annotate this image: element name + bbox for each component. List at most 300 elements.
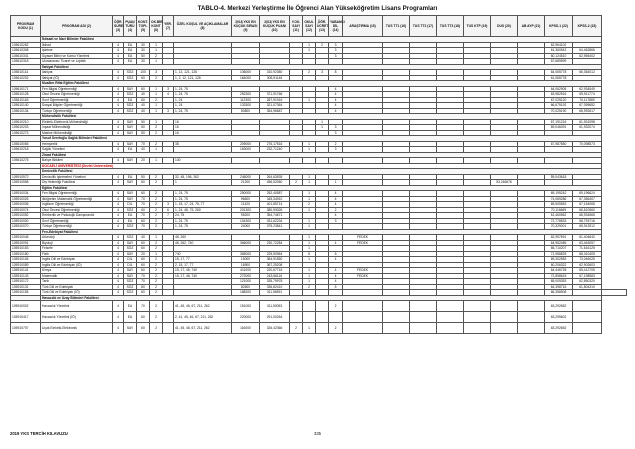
table-cell: 2 <box>316 42 329 48</box>
table-cell: EA <box>124 301 137 312</box>
table-cell: SÖZ <box>124 235 137 241</box>
table-cell: 100 <box>137 70 150 76</box>
table-cell: 151000 <box>232 301 260 312</box>
table-cell: 2 <box>150 213 163 219</box>
table-cell: 105610275 <box>11 158 41 164</box>
table-cell: 105610341 <box>11 53 41 59</box>
table-cell: 16 <box>174 130 232 136</box>
table-cell: 4 <box>113 202 124 208</box>
section-title: Havacılık ve Uzay Bilimleri Fakültesi <box>41 295 602 301</box>
table-cell: 243,66116 <box>260 273 290 279</box>
column-header: ÖĞR. ÜCRET (13) <box>316 16 329 37</box>
table-cell: 740 <box>174 251 232 257</box>
table-cell: 105610171 <box>11 86 41 92</box>
table-cell: 16 <box>174 125 232 131</box>
section-title: İktisadi ve İdari Bilimler Fakültesi <box>41 37 602 43</box>
table-cell: 82600 <box>232 284 260 290</box>
column-header: KONT. TOPL (5) <box>137 16 150 37</box>
table-cell: 2 <box>303 284 316 290</box>
table-cell: 105910180 <box>11 251 41 257</box>
table-cell: 1 <box>303 235 316 241</box>
table-cell: 2 <box>150 180 163 186</box>
table-cell: İnşaat Mühendisliği <box>41 125 113 131</box>
table-cell: 2 <box>150 202 163 208</box>
table-cell: 61,932074 <box>573 125 602 131</box>
table-cell: 4 <box>113 147 124 153</box>
table-cell: 164000 <box>232 75 260 81</box>
table-cell <box>573 312 602 323</box>
column-header: TUS TT1 (16) <box>383 16 410 37</box>
table-cell: 60 <box>137 75 150 81</box>
table-cell: 80 <box>137 284 150 290</box>
table-cell: 30 <box>137 48 150 54</box>
table-cell: 4 <box>163 92 174 98</box>
table-cell: 30 <box>137 42 150 48</box>
table-cell: 3 <box>150 70 163 76</box>
table-cell: 105910052 <box>11 213 41 219</box>
table-cell: 41, 45, 46, 67, 211, 262 <box>174 323 232 334</box>
table-cell: 15, 17, 77 <box>174 257 232 263</box>
table-cell: 1 <box>303 174 316 180</box>
table-row <box>11 312 627 323</box>
table-cell: 69,046491 <box>545 125 573 131</box>
table-cell: 4 <box>113 103 124 109</box>
table-cell: İlköğretim Matematik Öğretmenliği <box>41 196 113 202</box>
table-cell: 371,91766 <box>260 92 290 98</box>
table-cell: Sınıf Öğretmenliği <box>41 218 113 224</box>
table-cell: 105910046 <box>11 235 41 241</box>
table-cell: Havacılık Yönetimi <box>41 301 113 312</box>
table-cell: 105910074 <box>11 207 41 213</box>
table-cell: 3 <box>329 125 343 131</box>
table-cell: 1, 24, 75 <box>174 108 232 114</box>
column-header: TUS TT2 (17) <box>410 16 437 37</box>
table-cell: 69,505553 <box>545 202 573 208</box>
table-cell: 60,206322 <box>545 262 573 268</box>
table-cell: 1 <box>316 125 329 131</box>
table-cell <box>303 312 316 323</box>
table-cell: 1 <box>174 180 232 186</box>
table-cell: 11420 <box>232 202 260 208</box>
table-cell: 4 <box>113 48 124 54</box>
table-cell: 74,069286 <box>545 196 573 202</box>
table-cell <box>303 301 316 312</box>
table-cell: 60 <box>137 191 150 197</box>
table-cell: 163000 <box>232 147 260 153</box>
table-cell: 60 <box>137 323 150 334</box>
table-cell: 209000 <box>232 141 260 147</box>
column-header: ÖZEL KOŞUL VE AÇIKLAMALAR (8) <box>174 16 232 37</box>
column-header: OK.BİR. KONT (6) <box>150 16 163 37</box>
table-cell: 105910572 <box>11 174 41 180</box>
table-cell: 4 <box>113 279 124 285</box>
table-cell: 68,310405 <box>573 251 602 257</box>
table-cell: 70,025190 <box>545 108 573 114</box>
table-cell: 335,79978 <box>260 279 290 285</box>
table-cell: 4 <box>113 125 124 131</box>
table-cell: SAY <box>124 196 137 202</box>
table-cell: 70 <box>137 279 150 285</box>
table-cell: 105910000 <box>11 218 41 224</box>
table-cell <box>383 323 410 334</box>
section-title: Yusuf Serefoğlu Sağlık Bilimleri Fakültesi <box>41 136 602 142</box>
table-cell: 4 <box>113 180 124 186</box>
table-cell: 4 <box>113 59 124 65</box>
table-cell: 2 <box>150 218 163 224</box>
table-cell: 384,91550 <box>260 257 290 263</box>
table-cell: 3 <box>163 108 174 114</box>
table-cell: 72,898615 <box>545 273 573 279</box>
table-cell: 70 <box>137 213 150 219</box>
table-cell: 60 <box>137 207 150 213</box>
table-cell: 1, 15, 17, 24, 75, 77 <box>174 202 232 208</box>
table-cell: SÖZ <box>124 290 137 296</box>
table-cell: 40 <box>137 108 150 114</box>
table-cell: 116000 <box>232 323 260 334</box>
table-cell: 1 <box>303 279 316 285</box>
table-cell: 105610203 <box>11 125 41 131</box>
table-cell: Sınıf Öğretmenliği <box>41 97 113 103</box>
table-cell <box>343 323 383 334</box>
table-cell: 15000 <box>232 257 260 263</box>
table-cell: 4 <box>113 70 124 76</box>
table-cell: 4 <box>329 273 343 279</box>
table-cell: 1 <box>150 235 163 241</box>
table-cell: 4 <box>113 218 124 224</box>
table-cell: İşletme <box>41 48 113 54</box>
table-cell: 1 <box>303 218 316 224</box>
table-cell: 30 <box>137 59 150 65</box>
table-cell: 65,009353 <box>545 279 573 285</box>
column-header: TUS TT3 (18) <box>437 16 464 37</box>
table-cell: 3 <box>163 202 174 208</box>
table-cell: 65,710207 <box>545 246 573 252</box>
table-cell: SÖZ <box>124 224 137 230</box>
table-cell: 2 <box>150 196 163 202</box>
table-cell: 2 <box>150 75 163 81</box>
table-cell: SÖZ <box>124 246 137 252</box>
table-cell: 1, 12, 121, 126 <box>174 70 232 76</box>
table-cell: 16 <box>174 119 232 125</box>
table-cell: 4 <box>113 312 124 323</box>
table-cell: EA <box>124 59 137 65</box>
table-cell: 2 <box>150 279 163 285</box>
table-cell: SÖZ <box>124 70 137 76</box>
table-cell: Uluslararası Ticaret ve Lojistik <box>41 59 113 65</box>
table-cell: 2 <box>150 290 163 296</box>
table-cell: İngiliz Dili ve Edebiyatı <box>41 257 113 263</box>
table-cell: 15, 17, 46, 740 <box>174 273 232 279</box>
table-cell: 2 <box>150 191 163 197</box>
table-cell: 4 <box>113 174 124 180</box>
table-cell: 1, 24, 75 <box>174 224 232 230</box>
table-cell: 105910143 <box>11 273 41 279</box>
table-cell: 71,616125 <box>573 246 602 252</box>
table-cell: 276,17516 <box>260 141 290 147</box>
table-cell: SAY <box>124 180 137 186</box>
table-cell: 70 <box>137 301 150 312</box>
table-cell: 70,116669 <box>545 207 573 213</box>
table-cell: 105910070 <box>11 224 41 230</box>
table-cell <box>518 312 545 323</box>
table-cell: 68,793716 <box>573 218 602 224</box>
table-cell: 1 <box>303 224 316 230</box>
table-cell: 71,958825 <box>545 251 573 257</box>
table-cell <box>573 301 602 312</box>
table-cell: 2 <box>150 125 163 131</box>
table-cell: 50 <box>137 174 150 180</box>
table-cell: 67,356407 <box>573 196 602 202</box>
table-cell: 105910034 <box>11 191 41 197</box>
table-cell: 72,778833 <box>545 218 573 224</box>
table-cell: 70 <box>137 202 150 208</box>
table-cell: 1, 24 <box>174 97 232 103</box>
table-cell: Diş Hekimliği Fakültesi <box>41 180 113 186</box>
table-cell <box>518 323 545 334</box>
table-cell: 2 <box>329 301 343 312</box>
table-cell <box>437 312 464 323</box>
table-cell <box>343 301 383 312</box>
table-cell: 2, 41, 45, 46, 67, 211, 262 <box>174 312 232 323</box>
table-cell: 230,72284 <box>260 240 290 246</box>
table-cell: 4 <box>329 97 343 103</box>
table-cell: 1 <box>150 251 163 257</box>
table-cell: 252,40587 <box>260 191 290 197</box>
table-cell: 2 <box>150 262 163 268</box>
table-cell: SÖZ <box>124 92 137 98</box>
table-cell: 64,398716 <box>545 284 573 290</box>
table-cell: 1 <box>150 158 163 164</box>
table-cell: 69,911774 <box>573 92 602 98</box>
table-cell: EA <box>124 312 137 323</box>
table-cell <box>290 301 303 312</box>
table-cell: SAY <box>124 125 137 131</box>
table-cell <box>464 323 491 334</box>
table-cell <box>602 290 627 296</box>
table-cell: 46, 262, 740 <box>174 240 232 246</box>
table-cell: 366000 <box>232 240 260 246</box>
table-cell: 2 <box>150 207 163 213</box>
table-cell <box>491 301 518 312</box>
table-cell: 1 <box>150 119 163 125</box>
table-cell: 367,25208 <box>260 262 290 268</box>
table-cell: 50 <box>137 125 150 131</box>
table-cell: 64,062905 <box>545 86 573 92</box>
table-cell: SAY <box>124 251 137 257</box>
table-cell: 65,412705 <box>573 268 602 274</box>
section-title: Fen-Edebiyat Fakültesi <box>41 229 602 235</box>
table-cell <box>464 312 491 323</box>
table-cell: 4 <box>113 130 124 136</box>
column-header: PUAN TÜRÜ (4) <box>124 16 137 37</box>
table-cell: 2 <box>150 141 163 147</box>
table-cell: Siyaset Bilimi ve Kamu Yönetimi <box>41 53 113 59</box>
table-cell: 69,195242 <box>545 191 573 197</box>
table-cell: 1, 2, 12, 121, 126 <box>174 75 232 81</box>
table-cell: 67,154065 <box>573 202 602 208</box>
table-cell: 2 <box>150 240 163 246</box>
table-cell: 69,302583 <box>545 257 573 263</box>
table-cell: 305,91146 <box>260 75 290 81</box>
table-cell: Felsefe <box>41 246 113 252</box>
table-cell: 4 <box>113 196 124 202</box>
table-cell: 96600 <box>232 196 260 202</box>
table-cell: SAY <box>124 158 137 164</box>
table-cell: 60 <box>137 257 150 263</box>
table-cell: 232,71240 <box>260 147 290 153</box>
table-cell: 136000 <box>232 70 260 76</box>
table-cell: 67,987850 <box>545 141 573 147</box>
table-cell: 2 <box>150 130 163 136</box>
table-cell: 4 <box>329 103 343 109</box>
table-cell: 105910131 <box>11 284 41 290</box>
table-cell: 67,025120 <box>545 97 573 103</box>
table-cell: DİL <box>124 202 137 208</box>
table-cell: 105910153 <box>11 246 41 252</box>
table-cell: 1 <box>303 42 316 48</box>
table-cell: 15, 17, 46, 740 <box>174 268 232 274</box>
table-cell: 4 <box>329 191 343 197</box>
table-cell: 365000 <box>232 251 260 257</box>
table-cell: FEDEK <box>343 268 383 274</box>
table-cell: 401,55714 <box>260 202 290 208</box>
table-cell: 2 <box>303 202 316 208</box>
table-cell: 105610065 <box>11 141 41 147</box>
table-cell: 1 <box>150 147 163 153</box>
table-cell: SÖZ <box>124 207 137 213</box>
table-cell: 4 <box>113 251 124 257</box>
table-cell: 40 <box>137 103 150 109</box>
table-cell <box>410 312 437 323</box>
table-cell: Türk Dili ve Edebiyatı <box>41 284 113 290</box>
table-cell: 4 <box>113 119 124 125</box>
table-cell <box>410 323 437 334</box>
table-cell: 1 <box>303 257 316 263</box>
footer-guide-name: 2019 YKS TERCİH KILAVUZU <box>10 431 68 436</box>
table-cell: SAY <box>124 141 137 147</box>
table-cell: 20 <box>137 251 150 257</box>
table-cell: 1, 24 <box>174 103 232 109</box>
table-cell: 2 <box>290 323 303 334</box>
table-cell: 2 <box>329 323 343 334</box>
table-cell: EA <box>124 97 137 103</box>
table-cell: 105910707 <box>11 323 41 334</box>
table-cell: Okul Öncesi Öğretmenliği <box>41 92 113 98</box>
table-cell: 272000 <box>232 273 260 279</box>
table-cell: 1 <box>303 246 316 252</box>
table-cell: 1, 24, 75 <box>174 191 232 197</box>
column-header: AB AYP (21) <box>518 16 545 37</box>
table-cell: 4 <box>113 158 124 164</box>
table-cell: 70 <box>137 224 150 230</box>
table-cell: SAY <box>124 323 137 334</box>
table-cell: 73,046025 <box>573 257 602 263</box>
table-cell: 225,50964 <box>260 251 290 257</box>
table-cell: 4 <box>113 53 124 59</box>
table-cell: Arkeoloji <box>41 235 113 241</box>
table-cell: 1 <box>303 180 316 186</box>
table-cell: 105910091 <box>11 240 41 246</box>
table-cell: 64,462866 <box>573 48 602 54</box>
table-row <box>11 301 627 312</box>
table-cell: 1 <box>329 180 343 186</box>
table-cell: Matematik <box>41 273 113 279</box>
table-cell: 105610218 <box>11 147 41 153</box>
table-cell: 50 <box>137 119 150 125</box>
table-cell: 4 <box>329 279 343 285</box>
column-header: DUS (20) <box>491 16 518 37</box>
table-cell: 4 <box>113 240 124 246</box>
column-header: KPSS-2 (23) <box>573 16 602 37</box>
table-cell: 64,446728 <box>545 268 573 274</box>
table-cell: 2 <box>150 273 163 279</box>
table-cell: 264,63535 <box>260 174 290 180</box>
table-cell: 4 <box>329 268 343 274</box>
table-cell: 1 <box>150 48 163 54</box>
column-header: 2018 YKS EN KÜÇÜK PUANI (10) <box>260 16 290 37</box>
column-header: Y.OK. SAYI (11) <box>290 16 303 37</box>
table-cell: SAY <box>124 130 137 136</box>
table-cell: EA <box>124 147 137 153</box>
table-cell <box>383 301 410 312</box>
table-cell: 1, 24, 75 <box>174 92 232 98</box>
table-cell: 60 <box>137 180 150 186</box>
table-cell: 59,043618 <box>545 174 573 180</box>
table-cell <box>410 301 437 312</box>
column-header: ARAŞTIRMA (15) <box>343 16 383 37</box>
table-cell: Elektrik-Elektronik Mühendisliği <box>41 119 113 125</box>
table-cell: 354,74671 <box>260 213 290 219</box>
table-cell: Fen Bilgisi Öğretmenliği <box>41 86 113 92</box>
table-cell: FEDEK <box>343 273 383 279</box>
table-cell: 4 <box>113 207 124 213</box>
table-cell: 60 <box>137 290 150 296</box>
table-cell: 1 <box>303 273 316 279</box>
column-header: PROGRAM KODU (1) <box>11 16 41 37</box>
table-cell: Bahçe Bitkileri <box>41 158 113 164</box>
table-cell: 63,292652 <box>545 301 573 312</box>
column-header: TUS KTP (19) <box>464 16 491 37</box>
table-cell: 105910106 <box>11 257 41 263</box>
table-cell: 63,292652 <box>545 323 573 334</box>
table-cell: 4 <box>329 213 343 219</box>
table-cell: SAY <box>124 273 137 279</box>
table-cell: 105910002 <box>11 301 41 312</box>
table-cell: 140 <box>174 158 232 164</box>
table-cell: 40 <box>137 147 150 153</box>
table-cell: 66,675192 <box>545 103 573 109</box>
table-cell: 67,399652 <box>573 103 602 109</box>
table-cell: 62,902603 <box>573 262 602 268</box>
table-cell <box>437 323 464 334</box>
table-cell: 105610318 <box>11 59 41 65</box>
table-cell: 62,965402 <box>573 53 602 59</box>
table-cell: 105610273 <box>11 130 41 136</box>
table-cell: 105910141 <box>11 268 41 274</box>
table-cell: 69,196624 <box>573 191 602 197</box>
table-cell: 105910172 <box>11 279 41 285</box>
table-cell: 50 <box>137 130 150 136</box>
table-cell: SÖZ <box>124 108 137 114</box>
table-cell: 133300 <box>232 103 260 109</box>
table-cell: 4 <box>113 86 124 92</box>
table-cell: 50800 <box>232 108 260 114</box>
table-cell: 4 <box>329 108 343 114</box>
table-cell: 105610308 <box>11 48 41 54</box>
table-cell <box>163 301 174 312</box>
table-cell: 1, 24, 75 <box>174 196 232 202</box>
table-cell: 70 <box>137 196 150 202</box>
